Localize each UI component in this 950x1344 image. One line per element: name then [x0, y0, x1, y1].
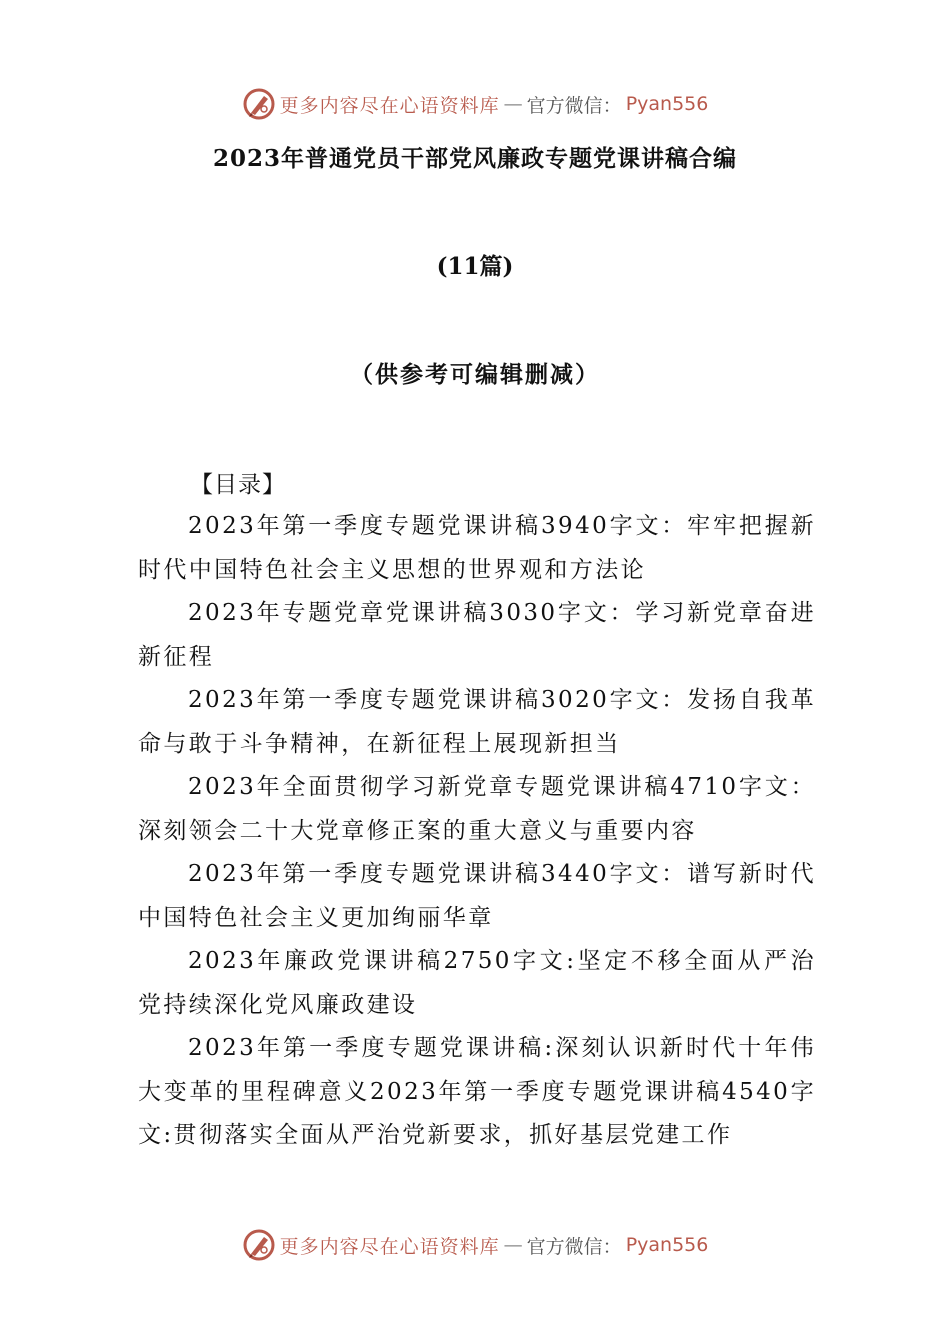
- watermark-label: 官方微信：: [526, 94, 622, 117]
- toc-heading: 【目录】: [190, 472, 286, 498]
- watermark-footer: [0, 1225, 950, 1265]
- watermark-separator: —: [503, 1234, 523, 1256]
- pen-logo-icon: [242, 1228, 276, 1262]
- watermark-wechat-id: Pyan556: [625, 93, 709, 115]
- toc-item: 2023年第一季度专题党课讲稿3020字文：发扬自我革命与敢于斗争精神，在新征程上展现新担当: [138, 687, 816, 757]
- document-count: (11篇): [436, 253, 514, 280]
- watermark-text: 更多内容尽在心语资料库: [279, 1235, 500, 1258]
- watermark-separator: —: [503, 93, 523, 115]
- toc-item: 2023年廉政党课讲稿2750字文:坚定不移全面从严治党持续深化党风廉政建设: [138, 948, 816, 1018]
- toc-item: 2023年第一季度专题党课讲稿:深刻认识新时代十年伟大变革的里程碑意义2023年第一季度专题党课讲稿4540字文:贯彻落实全面从严治党新要求，抓好基层党建工作: [138, 1035, 816, 1148]
- pen-logo-icon: [242, 87, 276, 121]
- watermark-wechat-id: Pyan556: [625, 1234, 709, 1256]
- document-note: （供参考可编辑删减）: [350, 361, 600, 388]
- toc-item: 2023年全面贯彻学习新党章专题党课讲稿4710字文：深刻领会二十大党章修正案的重大意义与重要内容: [138, 774, 816, 844]
- document-title: 2023年普通党员干部党风廉政专题党课讲稿合编: [212, 145, 737, 172]
- table-of-contents: [138, 505, 816, 1158]
- toc-item: 2023年第一季度专题党课讲稿3940字文：牢牢把握新时代中国特色社会主义思想的世界观和方法论: [138, 513, 816, 583]
- watermark-label: 官方微信：: [526, 1235, 622, 1258]
- watermark-header: [0, 84, 950, 124]
- toc-item: 2023年第一季度专题党课讲稿3440字文：谱写新时代中国特色社会主义更加绚丽华章: [138, 861, 816, 931]
- toc-item: 2023年专题党章党课讲稿3030字文：学习新党章奋进新征程: [138, 600, 816, 670]
- watermark-text: 更多内容尽在心语资料库: [279, 94, 500, 117]
